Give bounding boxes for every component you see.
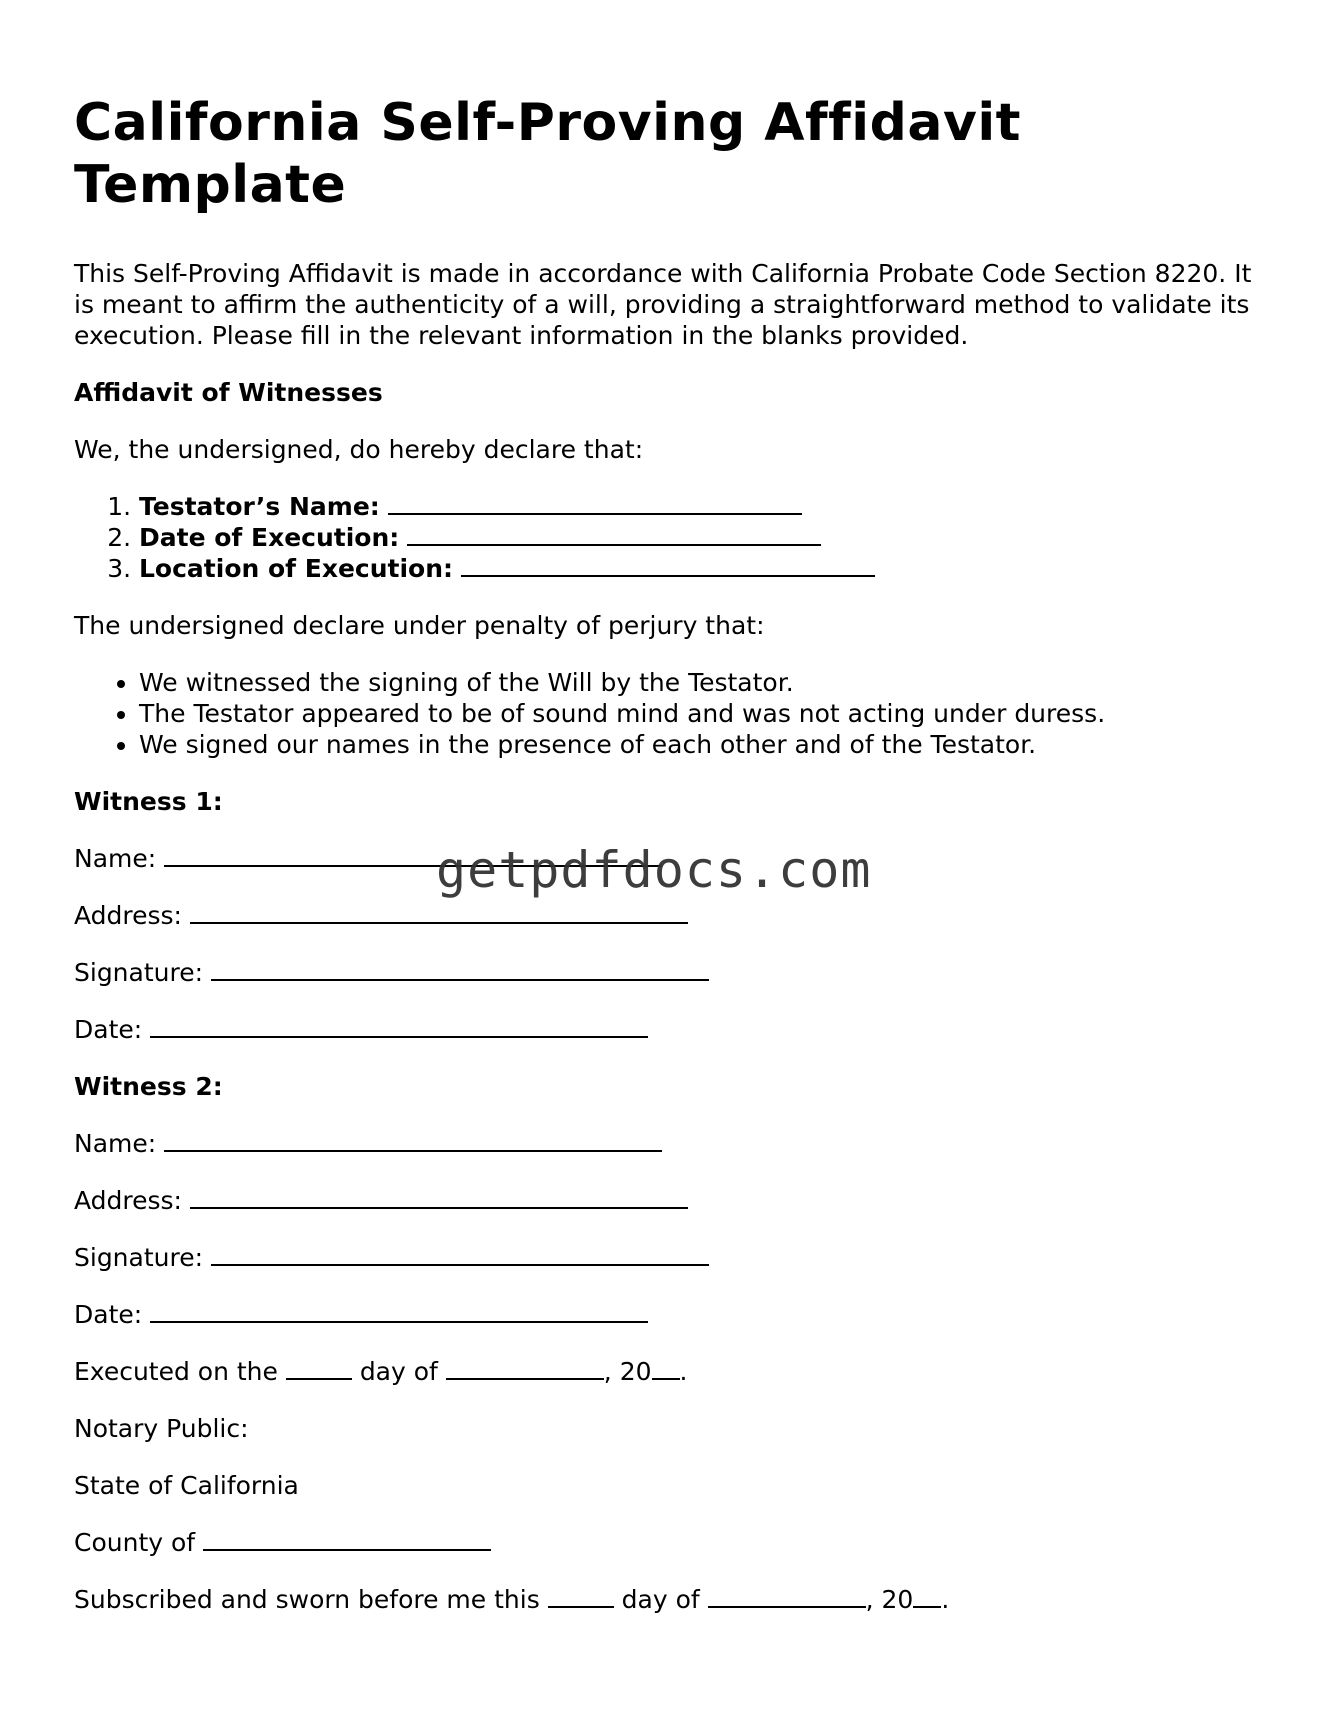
executed-text-2: day of [359,1357,438,1386]
witness1-signature-field [74,957,1274,988]
witness2-address-field [74,1185,1274,1216]
testator-name-field [139,491,1274,522]
witness1-address-blank[interactable] [190,900,688,924]
witness2-name-label: Name: [74,1129,157,1158]
witness1-address-field [74,900,1274,931]
date-of-execution-blank[interactable] [407,522,821,546]
county-label: County of [74,1528,196,1557]
location-of-execution-label: Location of Execution: [139,554,454,583]
watermark: getpdfdocs.com [436,841,872,899]
witness2-date-field [74,1299,1274,1330]
location-of-execution-blank[interactable] [461,553,875,577]
executed-line [74,1356,1274,1387]
document-page [74,92,1274,1641]
subscribed-text-1: Subscribed and sworn before me this [74,1585,540,1614]
witness2-date-label: Date: [74,1300,143,1329]
numbered-fields-list [74,491,1274,584]
executed-month-blank[interactable] [446,1356,604,1380]
subscribed-day-blank[interactable] [548,1584,614,1608]
witness1-date-field [74,1014,1274,1045]
witness1-date-blank[interactable] [150,1014,648,1038]
witness2-name-field [74,1128,1274,1159]
declaration-intro: We, the undersigned, do hereby declare that: [74,435,644,464]
subscribed-line [74,1584,1274,1615]
witness1-signature-blank[interactable] [211,957,709,981]
bullet-item: • We witnessed the signing of the Will by the Testator. [139,667,1274,698]
witness1-heading: Witness 1: [74,787,223,816]
executed-year-blank[interactable] [652,1356,680,1380]
witness2-address-blank[interactable] [190,1185,688,1209]
witness2-signature-label: Signature: [74,1243,204,1272]
subscribed-text-3: , 20 [865,1585,914,1614]
declaration-bullets [74,667,1274,760]
witness1-date-label: Date: [74,1015,143,1044]
notary-public-label: Notary Public: [74,1414,249,1443]
witness1-name-blank[interactable] [164,843,662,867]
location-of-execution-field [139,553,1274,584]
testator-name-label: Testator’s Name: [139,492,380,521]
testator-name-blank[interactable] [388,491,802,515]
witness1-name-label: Name: [74,844,157,873]
witness2-address-label: Address: [74,1186,182,1215]
subscribed-month-blank[interactable] [708,1584,866,1608]
subscribed-text-4: . [941,1585,950,1614]
witness1-name-field [74,843,1274,874]
bullet-item: • The Testator appeared to be of sound mind and was not acting under duress. [139,698,1274,729]
date-of-execution-label: Date of Execution: [139,523,400,552]
penalty-intro: The undersigned declare under penalty of perjury that: [74,611,765,640]
witness1-address-label: Address: [74,901,182,930]
executed-text-3: , 20 [603,1357,652,1386]
executed-text-4: . [679,1357,688,1386]
witness2-signature-blank[interactable] [211,1242,709,1266]
witness2-name-blank[interactable] [164,1128,662,1152]
witness2-heading: Witness 2: [74,1072,223,1101]
subscribed-year-blank[interactable] [913,1584,941,1608]
date-of-execution-field [139,522,1274,553]
subscribed-text-2: day of [621,1585,700,1614]
document-title: California Self-Proving Affidavit Template [74,93,1022,215]
witness2-signature-field [74,1242,1274,1273]
executed-day-blank[interactable] [286,1356,352,1380]
county-blank[interactable] [203,1527,491,1551]
witness1-signature-label: Signature: [74,958,204,987]
county-field [74,1527,1274,1558]
witness2-date-blank[interactable] [150,1299,648,1323]
bullet-item: • We signed our names in the presence of each other and of the Testator. [139,729,1274,760]
executed-text-1: Executed on the [74,1357,278,1386]
state-label: State of California [74,1471,299,1500]
intro-paragraph: This Self-Proving Affidavit is made in accordance with California Probate Code Section 8220. It is meant to affirm the authenticity of a will, providing a straightforward method to validate its execution. Please fill in the relevant information in the blanks provided. [74,259,1252,350]
affidavit-heading: Affidavit of Witnesses [74,378,383,407]
